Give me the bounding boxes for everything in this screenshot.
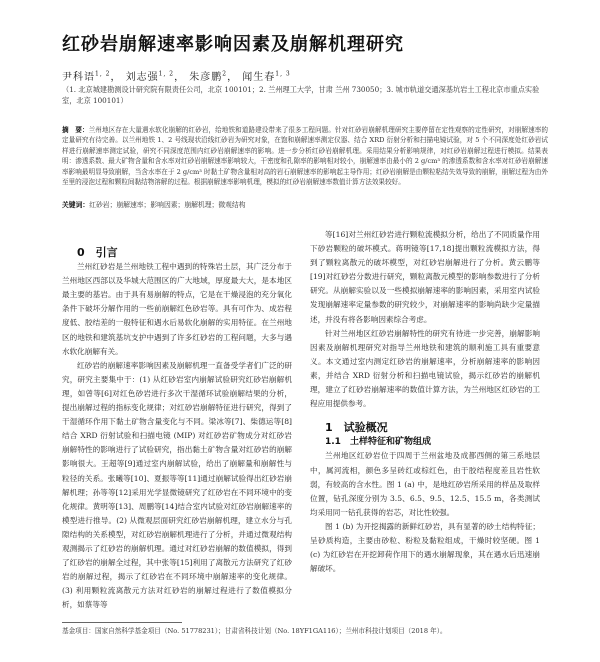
affiliations: （1. 北京城建勘测设计研究院有限责任公司，北京 100101；2. 兰州理工大学，甘肃 兰州 730050；3. 城市轨道交通深基坑岩土工程北京市重点实验室，北京 100101） [62, 85, 540, 105]
author-name: 刘志强 [125, 72, 159, 83]
abstract-label: 摘 要： [62, 126, 89, 134]
author-name: 朱彦鹏 [189, 72, 223, 83]
body-paragraph: 等[16]对兰州红砂岩进行颗粒流模拟分析，给出了不同质量作用下砂岩颗粒的破坏模式。蒋明镜等[17,18]提出颗粒流模拟方法，得到了颗粒离散元的破坏模型，对红砂岩崩解进行了分析。黄云鹏等[19]对红砂岩分数进行研究，颗粒离散元模型的影响参数进行了分析研究。从崩解实验以及一些模拟崩解速率的影响因素，采用室内试验发现崩解速率定量参数的研究较少，对崩解速率的影响尚缺少定量描述，并没有将各影响因素综合考虑。 [310, 230, 540, 324]
author-affil-mark: 2 [222, 70, 228, 78]
section-heading-intro: 0 引言 [77, 246, 118, 259]
body-paragraph: 图 1 (b) 为开挖揭露的新鲜红砂岩，具有显著的砂土结构特征；呈砂质构造，主要由砂粒、粉粒及黏粒组成，干燥时较坚硬。图 1 (c) 为红砂岩在开挖卸荷作用下的遇水崩解现象，其在遇水后迅速崩解破坏。 [310, 521, 540, 574]
abstract [62, 125, 548, 187]
keywords-text: 红砂岩；崩解速率；影响因素；崩解机理；微观结构 [89, 201, 246, 209]
author-affil-mark: 1, 3 [275, 70, 291, 78]
author-name: 尹科语 [62, 72, 95, 83]
footnote-divider [62, 622, 182, 623]
subsection-heading-1-1: 1.1 土样特征和矿物组成 [325, 437, 431, 448]
abstract-text: 兰州地区存在大量遇水软化崩解的红砂岩，给地铁和道路建设带来了很多工程问题。针对红砂岩崩解机理研究主要停留在定性观察的定性研究，对崩解速率的定量研究有待完善。以兰州地铁 1、2 号线现状沿线红砂岩为研究对象，在饱和崩解速率测定仪器、结合 XRD 衍射分析和扫描电镜试验，对 5 个不同深度处红砂岩试样进行崩解速率测定试验，研究不同深度范围内红砂岩崩解速率的影响。进一步分析红砂岩崩解机理。采用结果分析影响规律，对红砂岩崩解过程进行模拟。结果表明：渗透系数、最大矿物含量和含水率对红砂岩崩解速率影响较大，干密度和孔隙率的影响相对较小，崩解速率由最小的 2 g/cm³ 的渗透系数和含水率对红砂岩崩解速率影响最明显导致崩解，当含水率在于 2 g/cm³ 时黏土矿物含量相对高的岩石崩解速率的影响起主导作用；红砂岩崩解是由颗粒粘结失效导致的崩解，崩解过程为由外至里的浸泡过程和颗粒间黏结物溶解的过程。根据崩解速率影响机理，模拟的红砂岩崩解速率数值计算方法效果较好。 [62, 126, 549, 187]
left-column [62, 246, 292, 612]
author-name: 闻生春 [242, 72, 276, 83]
author-affil-mark: 1, 2 [158, 70, 175, 78]
funding-footnote: 基金项目：国家自然科学基金项目（No. 51778231）；甘肃省科技计划（No. 18YF1GA116）；兰州市科技计划项目（2018 年）。 [62, 627, 447, 635]
body-paragraph: 兰州红砂岩是兰州地铁工程中遇到的特殊岩土层，其广泛分布于兰州地区西部以及华城大范围区的广大地域，厚度最大大，是本地区最主要的基岩。由于具有易崩解的特点，它是在干燥浸泡的充分氧化条件下破坏分解作用的一些前崩解红色砂岩等。具有可作为、成岩程度低、胶结差的一般特征和遇水后易软化崩解的实用特征。在兰州地区的地铁和建筑基坑支护中遇到了许多红砂岩的工程问题，大多与遇水软化崩解有关。 [62, 262, 292, 356]
body-paragraph: 针对兰州地区红砂岩崩解特性的研究有待进一步完善，崩解影响因素及崩解机理研究对指导兰州地铁和建筑的顺利施工具有重要意义。本文通过室内测定红砂岩的崩解速率，分析崩解速率的影响因素，并结合 XRD 衍射分析和扫描电镜试验，揭示红砂岩的崩解机理，建立了红砂岩崩解速率的数值计算方法，为兰州地区红砂岩的工程应用提供参考。 [310, 328, 540, 409]
keywords [62, 200, 548, 210]
right-column [310, 228, 540, 576]
author-list: 尹科语$^{1, 2}$， 刘志强$^{1, 2}$， 朱彦鹏$^2$， 闻生春$^{1, 3}$ [62, 70, 291, 83]
author-affil-mark: 1, 2 [95, 70, 111, 78]
keywords-label: 关键词： [62, 201, 90, 209]
paper-title: 红砂岩崩解速率影响因素及崩解机理研究 [62, 34, 404, 55]
body-paragraph: 红砂岩的崩解速率影响因素及崩解机理一直备受学者们广泛的研究，研究主要集中于：(1) 从红砂岩室内崩解试验研究红砂岩崩解机理，如曾等[6]对红色砂岩进行多次干湿循环试验崩解结果的分析，提出崩解过程的指标变化规律；对红砂岩崩解特征进行研究，得到了干湿循环作用下黏土矿物含量变化与不同。梁冰等[7]、柴德运等[8]结合 XRD 衍射试验和扫描电镜 (MIP) 对红砂岩矿物成分对红砂岩崩解特性的影响进行了试验研究，指出黏土矿物含量对红砂岩的崩解影响很大。王超等[9]通过室内崩解试验，给出了崩解量和崩解性与粒径的关系。张曦等[10]、夏振等等[11]通过崩解试验得出红砂岩崩解机理；孙等等[12]采用光学显微镜研究了红砂岩在不同环境中的变化规律。黄明等[13]、周鹏等[14]结合室内试验对红砂岩崩解速率的模型进行推导。(2) 从微观层面研究红砂岩崩解机理，建立水分与孔隙结构的关系模型，对红砂岩崩解机理进行了分析，并通过微观结构观测揭示了红砂岩的崩解机理。通过对红砂岩崩解的数值模拟，得到了红砂岩的崩解全过程，其中张等[15]利用了离散元方法研究了红砂岩的崩解过程，揭示了红砂岩在不同环境中崩解速率的变化规律。(3) 利用颗粒流离散元方法对红砂岩的崩解过程进行了数值模拟分析，如蔡等等 [62, 360, 292, 610]
body-paragraph: 兰州地区红砂岩位于四周于兰州盆地及成都西侧的第三系地层中，属河流相，颜色多呈砖红或棕红色，由于胶结程度差且岩性软弱，有较高的含水性。图 1 (a) 中，是地红砂岩所采用的样品及取样位置，钻孔深度分别为 3.5、6.5、9.5、12.5、15.5 m，各类测试均采用同一钻孔获得的岩芯，对比性较强。 [310, 451, 540, 517]
section-heading-1: 1 试验概况 [325, 421, 388, 435]
